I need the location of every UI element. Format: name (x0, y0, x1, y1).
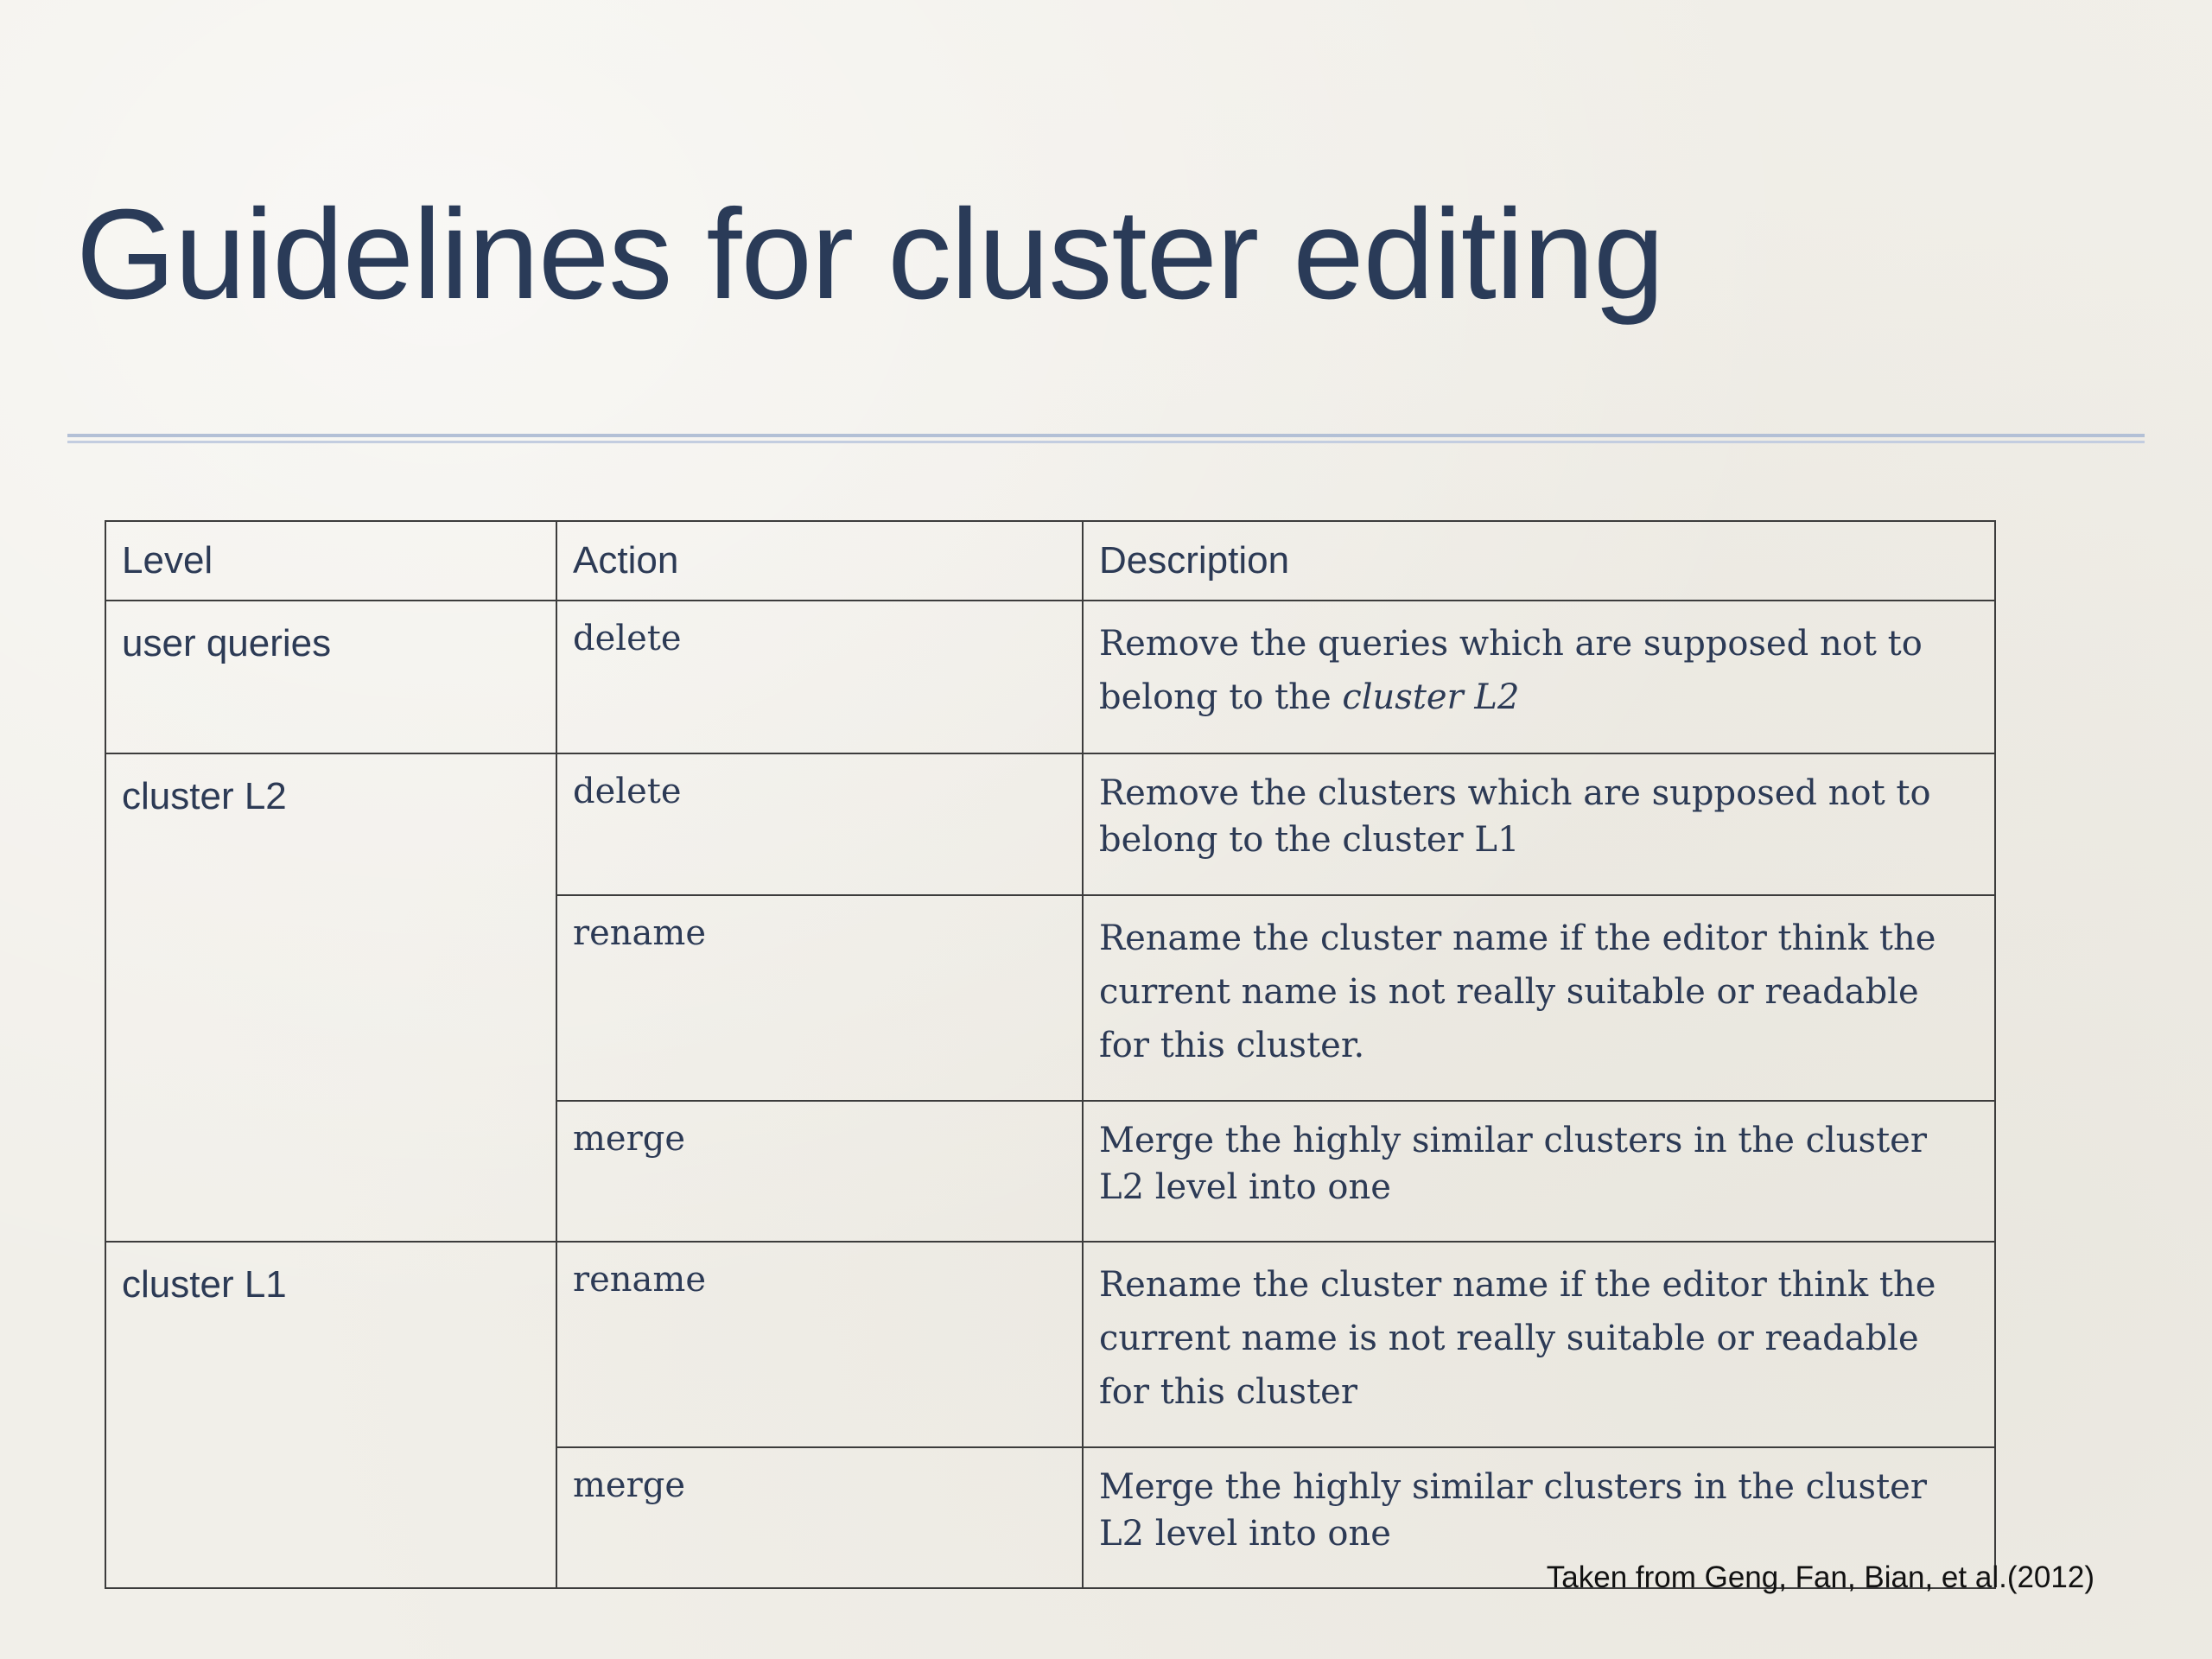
description-cell: Rename the cluster name if the editor think the current name is not really suitable or readable for this cluster. (1083, 895, 1995, 1101)
action-cell: merge (556, 1447, 1083, 1588)
description-emphasis: cluster L2 (1342, 677, 1520, 717)
action-cell: delete (556, 601, 1083, 753)
slide-title: Guidelines for cluster editing (76, 183, 1664, 326)
description-text: Remove the queries which are supposed not to belong to the (1099, 624, 1923, 717)
action-cell: merge (556, 1101, 1083, 1242)
level-cell-user-queries: user queries (105, 601, 556, 753)
table-row (105, 1242, 1995, 1447)
action-cell: delete (556, 753, 1083, 895)
source-caption: Taken from Geng, Fan, Bian, et al.(2012) (1546, 1560, 2094, 1594)
title-divider-secondary (67, 441, 2145, 443)
header-action: Action (556, 521, 1083, 601)
title-divider (67, 434, 2145, 437)
description-cell: Remove the clusters which are supposed not to belong to the cluster L1 (1083, 753, 1995, 895)
description-cell: Merge the highly similar clusters in the cluster L2 level into one (1083, 1101, 1995, 1242)
table-header-row (105, 521, 1995, 601)
cluster-editing-table (105, 520, 1996, 1589)
action-cell: rename (556, 895, 1083, 1101)
table-row (105, 601, 1995, 753)
description-cell (1083, 601, 1995, 753)
table-row (105, 753, 1995, 895)
description-cell: Merge the highly similar clusters in the cluster L2 level into one (1083, 1447, 1995, 1588)
level-cell-cluster-l2: cluster L2 (105, 753, 556, 1242)
header-description: Description (1083, 521, 1995, 601)
action-cell: rename (556, 1242, 1083, 1447)
header-level: Level (105, 521, 556, 601)
level-cell-cluster-l1: cluster L1 (105, 1242, 556, 1588)
description-cell: Rename the cluster name if the editor think the current name is not really suitable or readable for this cluster (1083, 1242, 1995, 1447)
